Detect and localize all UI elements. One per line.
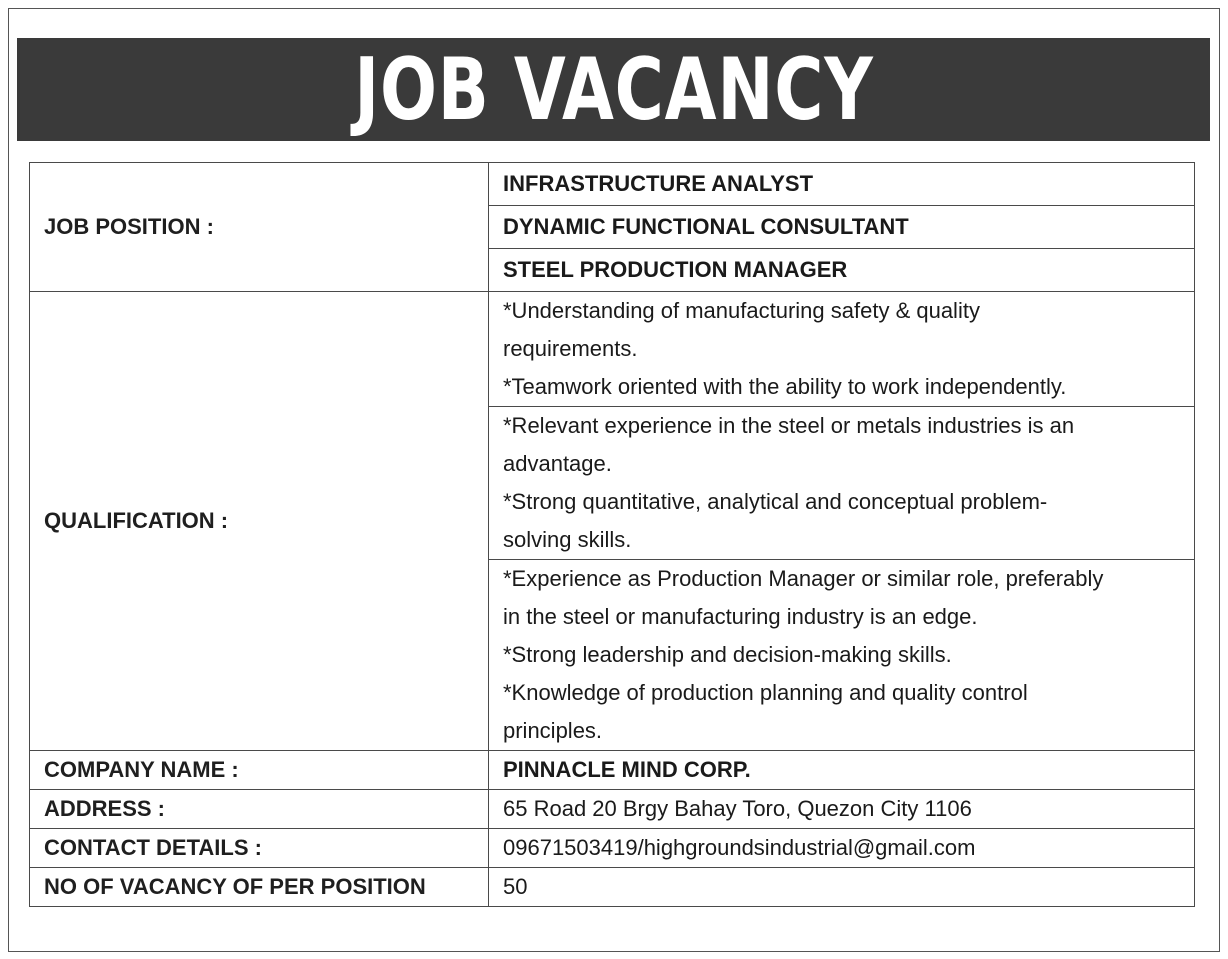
contact-details-label: CONTACT DETAILS : <box>30 829 489 868</box>
qualification-line: principles. <box>503 718 603 743</box>
company-name-label: COMPANY NAME : <box>30 751 489 790</box>
qualification-label: QUALIFICATION : <box>30 292 489 751</box>
table-row <box>30 790 1195 829</box>
qualification-line: advantage. <box>503 451 612 476</box>
address-value: 65 Road 20 Brgy Bahay Toro, Quezon City 1106 <box>489 790 1195 829</box>
header-banner <box>17 38 1210 141</box>
table-row <box>30 163 1195 206</box>
vacancy-count-label: NO OF VACANCY OF PER POSITION <box>30 868 489 907</box>
qualification-line: *Strong quantitative, analytical and conceptual problem- <box>503 489 1048 514</box>
table-row <box>30 829 1195 868</box>
company-name-value: PINNACLE MIND CORP. <box>489 751 1195 790</box>
contact-details-value: 09671503419/highgroundsindustrial@gmail.com <box>489 829 1195 868</box>
vacancy-details-table <box>29 162 1195 907</box>
qualification-line: *Teamwork oriented with the ability to work independently. <box>503 374 1067 399</box>
qualification-line: solving skills. <box>503 527 632 552</box>
qualification-group <box>489 560 1195 751</box>
job-position-label: JOB POSITION : <box>30 163 489 292</box>
address-label: ADDRESS : <box>30 790 489 829</box>
qualification-line: *Experience as Production Manager or similar role, preferably <box>503 566 1104 591</box>
job-position-item: DYNAMIC FUNCTIONAL CONSULTANT <box>489 206 1195 249</box>
table-row <box>30 292 1195 407</box>
qualification-line: requirements. <box>503 336 638 361</box>
job-position-item: INFRASTRUCTURE ANALYST <box>489 163 1195 206</box>
qualification-group <box>489 407 1195 560</box>
table-row <box>30 751 1195 790</box>
qualification-line: *Understanding of manufacturing safety & quality <box>503 298 980 323</box>
qualification-line: *Relevant experience in the steel or metals industries is an <box>503 413 1075 438</box>
table-row <box>30 868 1195 907</box>
vacancy-count-value: 50 <box>489 868 1195 907</box>
qualification-line: *Knowledge of production planning and quality control <box>503 680 1028 705</box>
page-title: JOB VACANCY <box>353 39 874 140</box>
qualification-group <box>489 292 1195 407</box>
qualification-line: in the steel or manufacturing industry is an edge. <box>503 604 978 629</box>
qualification-line: *Strong leadership and decision-making skills. <box>503 642 952 667</box>
job-position-item: STEEL PRODUCTION MANAGER <box>489 249 1195 292</box>
